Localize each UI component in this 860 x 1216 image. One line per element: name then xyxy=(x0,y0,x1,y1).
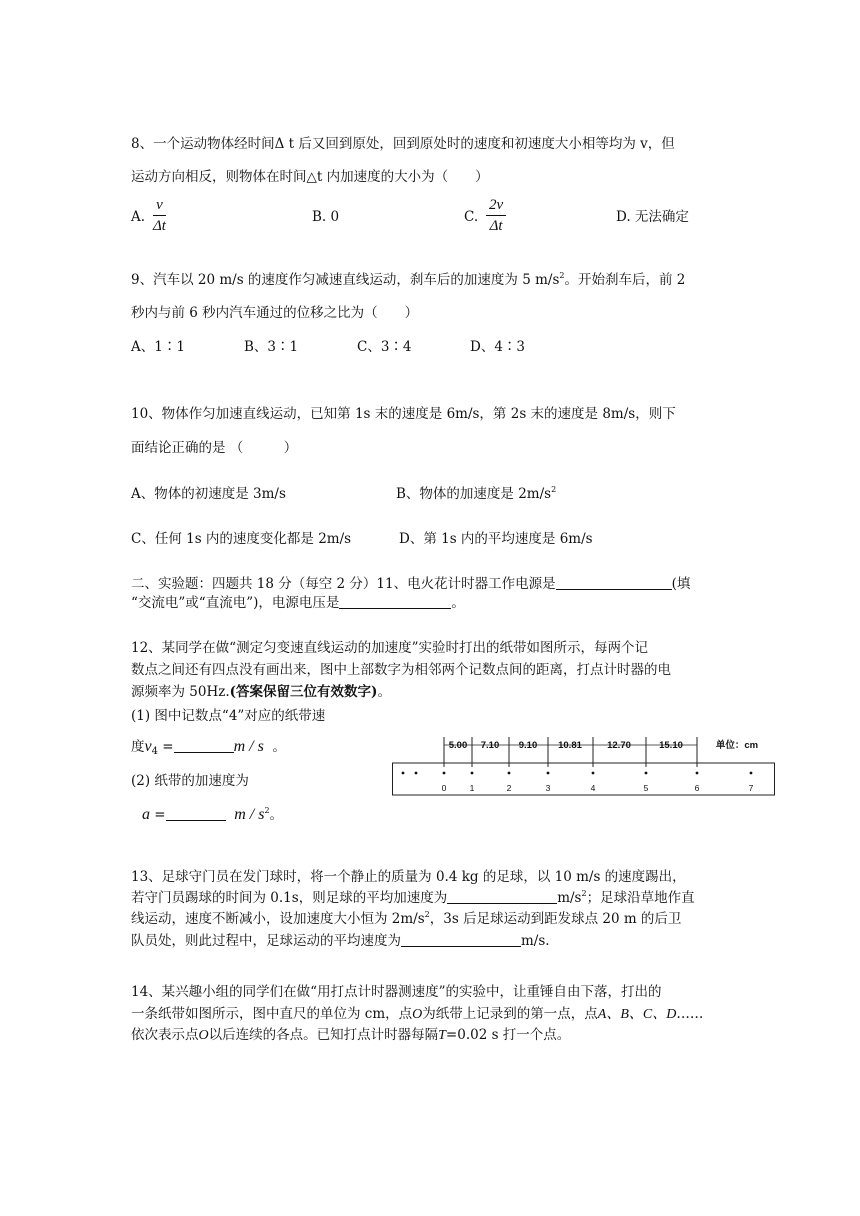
tape-dot-3 xyxy=(547,772,550,775)
tape-point-label-0: 0 xyxy=(441,783,447,793)
q14-point-o: O xyxy=(412,1007,423,1022)
q13-blank-avg-acceleration[interactable] xyxy=(447,889,557,904)
q9-option-a: A、1∶1 xyxy=(131,339,185,355)
q13-line-3-end: ，3s 后足球运动到距发球点 20 m 的后卫 xyxy=(429,911,682,927)
q12-a-symbol: a xyxy=(142,806,150,823)
q14-line-2-end: …… xyxy=(676,1006,704,1022)
q10-option-b-sup: 2 xyxy=(551,485,557,494)
q10-line-2: 面结论正确的是 （ ） xyxy=(131,440,298,456)
q12-sub-1-end: 。 xyxy=(272,739,286,755)
tape-distance-5: 12.70 xyxy=(607,740,631,751)
q12-sub-2-end: 。 xyxy=(269,807,284,823)
tape-dot-0 xyxy=(443,772,446,775)
q12-line-2: 数点之间还有四点没有画出来，图中上部数字为相邻两个记数点间的距离，打点计时器的电 xyxy=(131,662,671,678)
tape-dot-4 xyxy=(592,772,595,775)
q12-v4-symbol: v xyxy=(144,738,152,755)
q8-option-a-label: A. xyxy=(131,209,146,225)
q10-option-b-text: B、物体的加速度是 2m/s xyxy=(396,486,552,502)
q12-v4-subscript: 4 xyxy=(151,746,158,757)
q12-a-unit-sup: 2 xyxy=(264,806,270,815)
q9-option-b: B、3∶1 xyxy=(244,339,299,355)
q12-v4-equals: = xyxy=(157,739,174,755)
q9-option-d: D、4∶3 xyxy=(470,339,526,355)
q8-option-c-fraction xyxy=(486,195,506,236)
q10-option-b xyxy=(396,485,556,503)
q13-line-4 xyxy=(131,932,550,950)
tape-distance-3: 9.10 xyxy=(518,740,538,751)
tape-distance-6: 15.10 xyxy=(659,740,683,751)
q13-line-4-end: m/s. xyxy=(521,933,550,949)
q11-line-2-text: “交流电”或“直流电”)，电源电压是 xyxy=(131,595,340,611)
q9-line-1-sup: 2 xyxy=(559,271,565,280)
tape-point-label-2: 2 xyxy=(506,783,512,793)
q9-line-2: 秒内与前 6 秒内汽车通过的位移之比为（ ） xyxy=(131,305,419,321)
tape-unit-label: 单位：cm xyxy=(715,740,759,751)
tape-point-label-1: 1 xyxy=(469,783,475,793)
q12-sub-2: (2) 纸带的加速度为 xyxy=(131,773,249,789)
q13-line-2-text: 若守门员踢球的时间为 0.1s，则足球的平均加速度为 xyxy=(131,890,448,906)
q8-option-a-fraction xyxy=(153,195,166,236)
q14-line-3-text: 依次表示点 xyxy=(131,1027,199,1043)
q13-line-2 xyxy=(131,889,695,907)
q12-significant-figures-note: (答案保留三位有效数字) xyxy=(229,684,378,700)
q14-line-1: 14、某兴趣小组的同学们在做“用打点计时器测速度”的实验中，让重锤自由下落，打出的 xyxy=(131,984,662,1000)
q12-sub-2-answer xyxy=(142,806,283,824)
tape-distance-1: 5.00 xyxy=(448,740,468,751)
q14-line-2-text: 一条纸带如图所示，图中直尺的单位为 cm，点 xyxy=(131,1006,413,1022)
q8-option-a-denominator: Δt xyxy=(153,218,166,234)
q11-blank-power-type[interactable] xyxy=(556,575,672,590)
q10-option-a: A、物体的初速度是 3m/s xyxy=(131,486,286,502)
q14-period-t: T xyxy=(438,1028,446,1043)
q9-line-1-end: 。开始刹车后，前 2 xyxy=(564,272,686,288)
tape-distance-4: 10.81 xyxy=(558,740,582,751)
q12-v4-unit: m / s xyxy=(233,738,264,755)
q12-a-unit: m / s xyxy=(234,806,265,823)
q11-line-1-end: (填 xyxy=(671,576,691,592)
q12-line-3-text: 源频率为 50Hz. xyxy=(131,684,230,700)
q14-line-3-mid: 以后连续的各点。已知打点计时器每隔 xyxy=(208,1027,439,1043)
q8-option-c-numerator: 2v xyxy=(486,195,506,216)
q14-line-3-point-o: O xyxy=(198,1028,209,1043)
tape-point-label-5: 5 xyxy=(643,783,649,793)
q12-sub-1-answer xyxy=(131,738,286,756)
q12-sub-1-lead: 度 xyxy=(131,739,145,755)
q10-option-c: C、任何 1s 内的速度变化都是 2m/s xyxy=(131,531,352,547)
tape-extra-dot xyxy=(415,772,418,775)
q11-line-1-text: 二、实验题：四题共 18 分（每空 2 分）11、电火花计时器工作电源是 xyxy=(131,576,556,592)
q13-line-2-end: ；足球沿草地作直 xyxy=(586,890,695,906)
q13-line-3-text: 线运动，速度不断减小，设加速度大小恒为 2m/s xyxy=(131,911,425,927)
q13-line-3-sup: 2 xyxy=(424,910,430,919)
q10-option-d: D、第 1s 内的平均速度是 6m/s xyxy=(399,531,593,547)
tape-extra-dot xyxy=(402,772,405,775)
tape-point-label-6: 6 xyxy=(694,783,700,793)
q12-sub-1: (1) 图中记数点“4”对应的纸带速 xyxy=(131,708,326,724)
q12-line-3 xyxy=(131,683,391,701)
tape-dot-6 xyxy=(696,772,699,775)
q8-option-c-denominator: Δt xyxy=(489,218,503,234)
q12-a-equals: = xyxy=(150,807,166,823)
q14-points-abcd: A、B、C、D xyxy=(597,1007,677,1022)
q9-line-1 xyxy=(131,271,685,289)
q9-line-1-text: 9、汽车以 20 m/s 的速度作匀减速直线运动，刹车后的加速度为 5 m/s xyxy=(131,272,560,288)
q9-option-c: C、3∶4 xyxy=(357,339,412,355)
q13-line-2-unit: m/s xyxy=(557,890,582,906)
tape-dot-5 xyxy=(645,772,648,775)
q13-line-4-text: 队员处，则此过程中，足球运动的平均速度为 xyxy=(131,933,401,949)
q11-line-2-end: 。 xyxy=(451,595,465,611)
q14-line-2 xyxy=(131,1005,703,1024)
q8-option-d: D. 无法确定 xyxy=(616,209,689,225)
q10-line-1: 10、物体作匀加速直线运动，已知第 1s 末的速度是 6m/s，第 2s 末的速度是 8m/s，则下 xyxy=(131,406,676,422)
tape-point-label-3: 3 xyxy=(545,783,551,793)
q13-line-2-sup: 2 xyxy=(581,889,587,898)
tape-distance-2: 7.10 xyxy=(480,740,500,751)
tape-point-label-4: 4 xyxy=(590,783,596,793)
tape-point-label-7: 7 xyxy=(748,783,754,793)
q13-blank-avg-velocity[interactable] xyxy=(401,932,521,947)
paper-tape-figure xyxy=(392,733,775,803)
q8-line-1: 8、一个运动物体经时间Δ t 后又回到原处，回到原处时的速度和初速度大小相等均为 v，但 xyxy=(131,136,675,152)
q12-line-1: 12、某同学在做“测定匀变速直线运动的加速度”实验时打出的纸带如图所示，每两个记 xyxy=(131,640,648,656)
tape-dot-2 xyxy=(508,772,511,775)
tape-dot-1 xyxy=(471,772,474,775)
q13-line-3 xyxy=(131,910,681,928)
q12-line-3-end: 。 xyxy=(377,684,391,700)
q14-line-3-end: =0.02 s 打一个点。 xyxy=(445,1027,571,1043)
q11-line-1 xyxy=(131,575,690,593)
q11-blank-voltage[interactable] xyxy=(339,594,451,609)
q12-blank-acceleration[interactable] xyxy=(166,806,226,821)
q14-line-3 xyxy=(131,1026,570,1045)
q12-blank-v4[interactable] xyxy=(174,738,234,753)
q8-option-c-label: C. xyxy=(464,209,479,225)
tape-dot-7 xyxy=(750,772,753,775)
q13-line-1: 13、足球守门员在发门球时，将一个静止的质量为 0.4 kg 的足球，以 10 m/s 的速度踢出， xyxy=(131,869,686,885)
q11-line-2 xyxy=(131,594,465,612)
q8-option-a-numerator: v xyxy=(153,195,166,216)
q14-line-2-mid: 为纸带上记录到的第一点，点 xyxy=(422,1006,598,1022)
q8-line-2: 运动方向相反，则物体在时间△t 内加速度的大小为（ ） xyxy=(131,169,489,185)
q8-option-b: B. 0 xyxy=(312,209,340,225)
